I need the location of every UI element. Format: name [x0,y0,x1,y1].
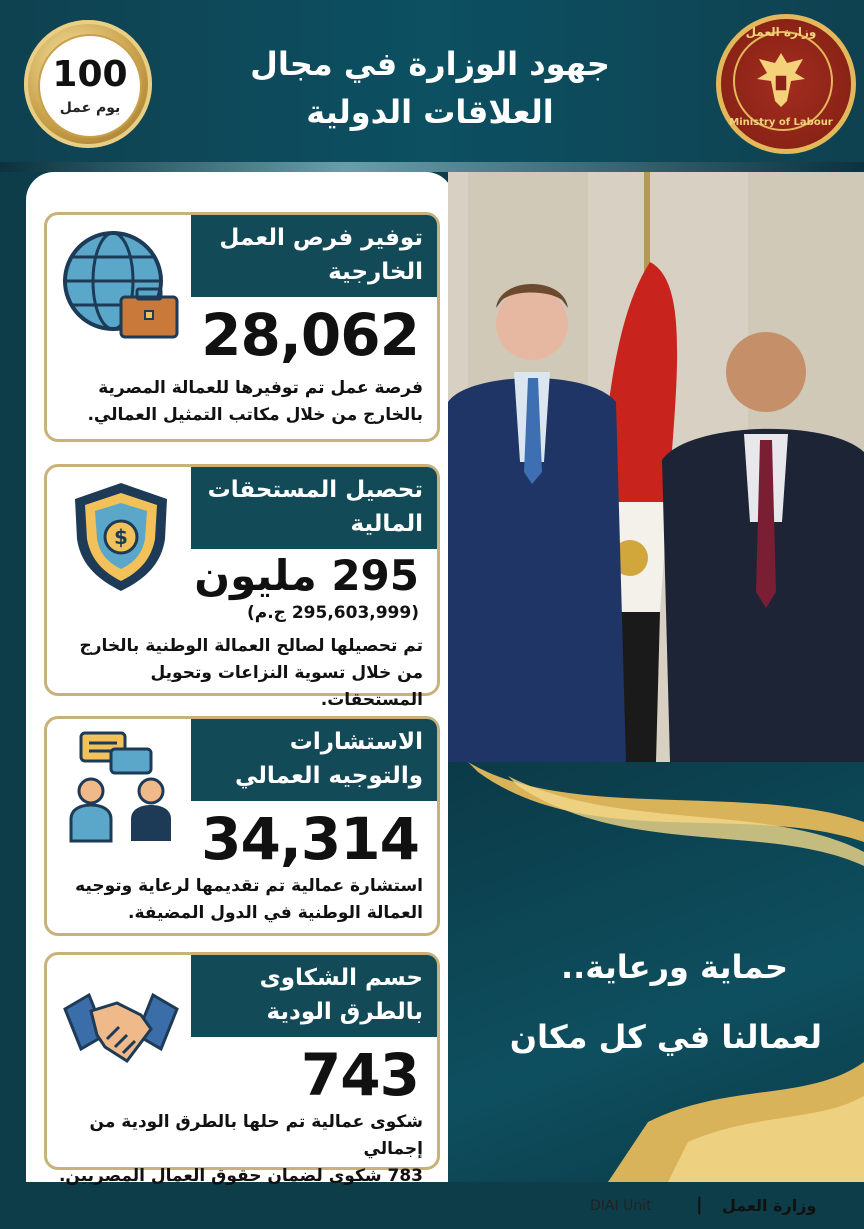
card-value: 743 [300,1041,419,1109]
card-description [51,873,423,927]
card-value: 34,314 [201,805,419,873]
ministry-seal-logo [716,14,856,154]
page-title [220,40,640,136]
desc-line-2: بالخارج من خلال مكاتب التمثيل العمالي. [87,405,423,425]
slogan-line-1: حماية ورعاية.. [560,948,788,986]
desc-line-1: فرصة عمل تم توفيرها للعمالة المصرية [98,378,423,398]
globe-briefcase-icon [61,225,181,343]
card-title-line-2: المالية [350,511,423,537]
handshake-icon [61,965,181,1083]
desc-line-2: 783 شكوى لضمان حقوق العمال المصريين. [58,1166,423,1186]
slogan-line-2: لعمالنا في كل مكان [509,1018,822,1056]
card-title [191,719,437,801]
card-value: 295 مليون [194,551,419,600]
card-title-line-1: الاستشارات [289,729,423,755]
card-title-line-2: والتوجيه العمالي [234,763,423,789]
badge-number: 100 [52,54,128,95]
card-description [51,633,423,714]
card-value: 28,062 [201,301,419,369]
card-complaints [44,952,440,1186]
footer-separator: | [696,1194,703,1215]
card-consultations [44,716,440,936]
hundred-days-badge [24,20,152,148]
footer-unit: DIAI Unit [590,1198,652,1214]
officials-photo [448,172,864,762]
card-title-line-1: حسم الشكاوى [259,965,423,991]
title-line-1: جهود الوزارة في مجال [250,45,610,83]
card-description [51,1109,423,1190]
title-line-2: العلاقات الدولية [306,93,554,131]
eagle-icon [753,49,809,109]
footer-ministry: وزارة العمل [722,1196,817,1215]
consultation-people-icon [61,729,181,847]
card-title-line-2: بالطرق الودية [266,999,423,1025]
seal-english-text: Ministry of Labour [729,117,833,128]
card-title-line-1: تحصيل المستحقات [207,477,423,503]
desc-line-2: العمالة الوطنية في الدول المضيفة. [127,903,423,923]
card-title [191,467,437,549]
card-foreign-jobs [44,212,440,442]
shield-dollar-icon [61,477,181,595]
card-title [191,955,437,1037]
seal-arabic-text: وزارة العمل [745,25,817,39]
footer [0,1182,864,1229]
card-title-line-1: توفير فرص العمل [219,225,423,251]
card-financial-dues [44,464,440,710]
svg-text:$: $ [114,525,128,549]
card-title-line-2: الخارجية [328,259,423,285]
badge-label: يوم عمل [59,100,121,116]
card-title [191,215,437,297]
desc-line-1: تم تحصيلها لصالح العمالة الوطنية بالخارج [79,636,423,656]
desc-line-1: استشارة عمالية تم تقديمها لرعاية وتوجيه [75,876,423,896]
photo-illustration [448,172,864,762]
desc-line-2: من خلال تسوية النزاعات وتحويل المستحقات. [150,663,423,710]
desc-line-1: شكوى عمالية تم حلها بالطرق الودية من إجمالي [89,1112,423,1159]
header-divider [0,162,864,172]
card-description [51,375,423,429]
card-subvalue: (295,603,999 ج.م) [246,603,419,623]
